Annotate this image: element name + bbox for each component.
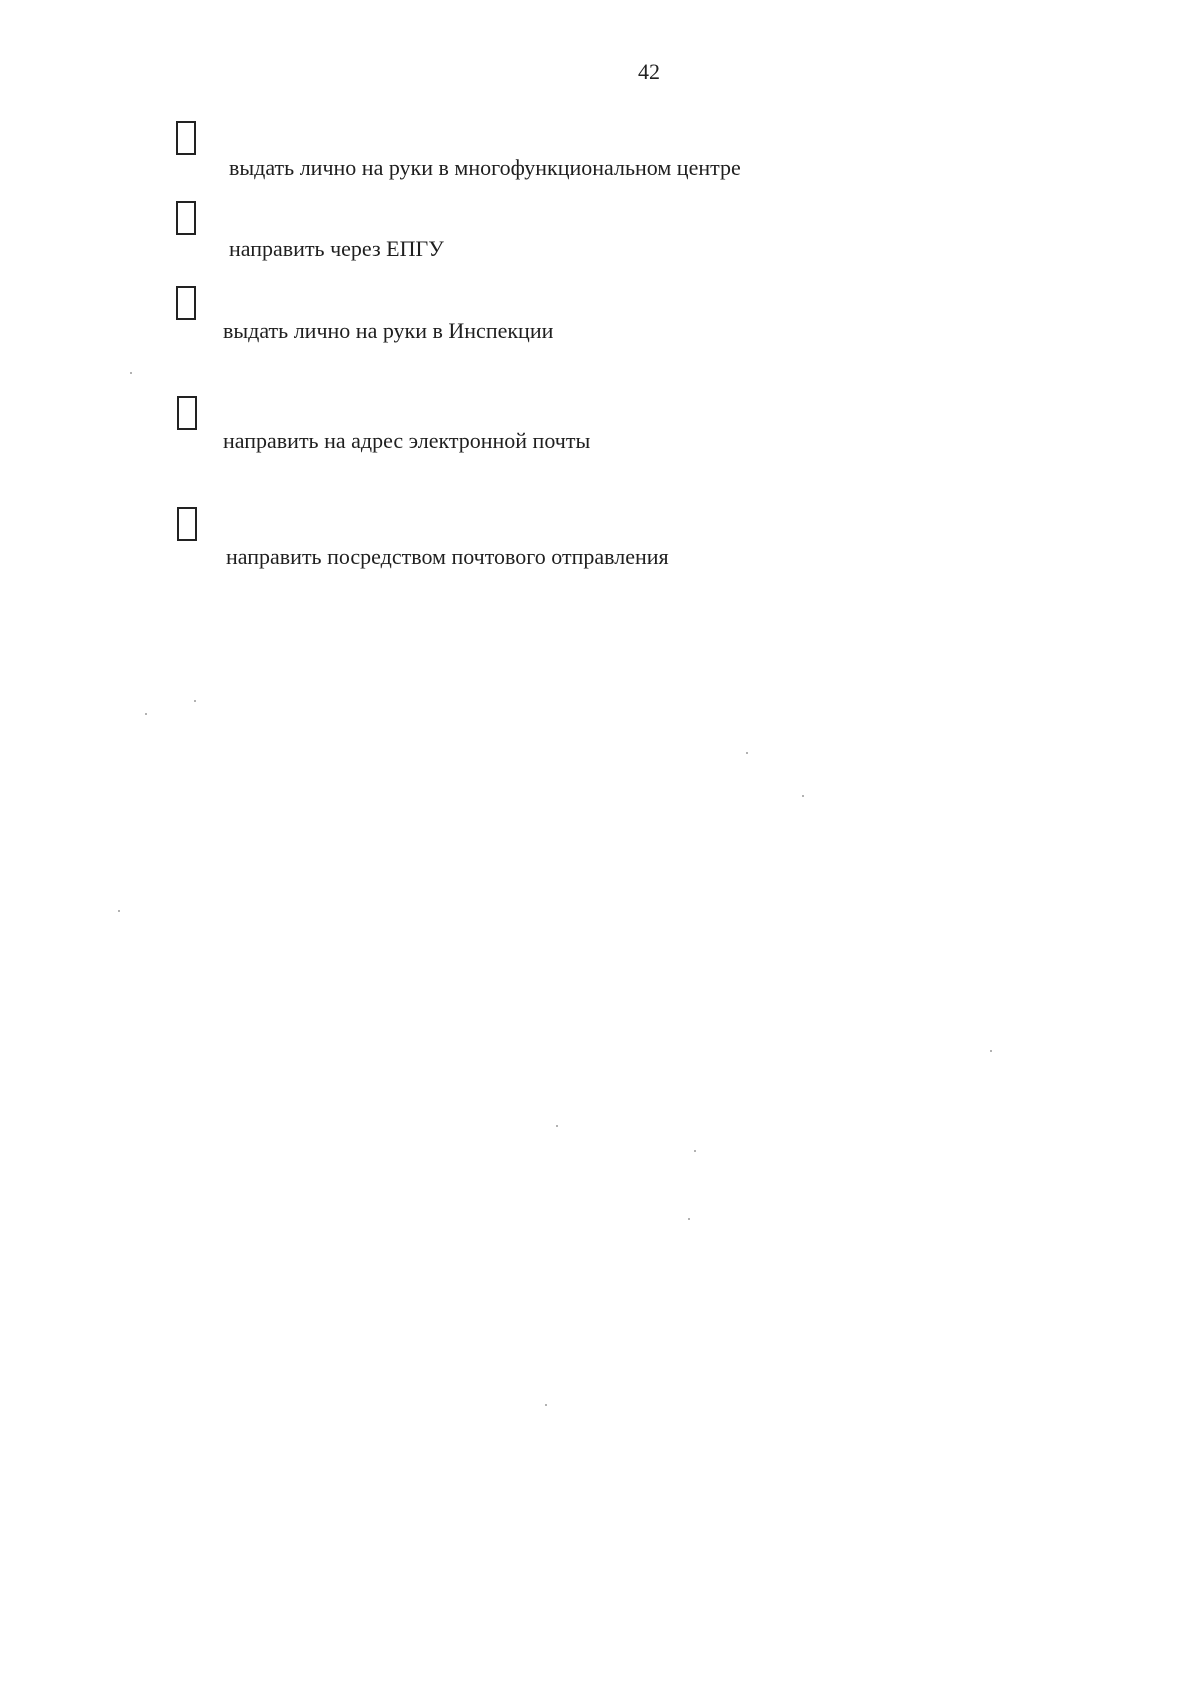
scan-speck bbox=[545, 1404, 547, 1406]
page-number: 42 bbox=[638, 59, 660, 84]
option-label-inspection: выдать лично на руки в Инспекции bbox=[223, 318, 554, 343]
checkbox-mfc[interactable] bbox=[176, 121, 196, 155]
scan-speck bbox=[746, 752, 748, 754]
delivery-option-email bbox=[0, 390, 1200, 453]
delivery-option-mfc bbox=[0, 118, 1200, 178]
scan-speck bbox=[194, 700, 196, 702]
delivery-option-epgu bbox=[0, 198, 1200, 261]
option-label-epgu: направить через ЕПГУ bbox=[229, 236, 444, 261]
checkbox-post[interactable] bbox=[177, 507, 197, 541]
scan-speck bbox=[694, 1150, 696, 1152]
scan-speck bbox=[802, 795, 804, 797]
scan-speck bbox=[118, 910, 120, 912]
scan-speck bbox=[990, 1050, 992, 1052]
scan-speck bbox=[688, 1218, 690, 1220]
scan-speck bbox=[130, 372, 132, 374]
checkbox-email[interactable] bbox=[177, 396, 197, 430]
checkbox-inspection[interactable] bbox=[176, 286, 196, 320]
scan-speck bbox=[556, 1125, 558, 1127]
option-label-post: направить посредством почтового отправления bbox=[226, 544, 669, 569]
scan-speck bbox=[145, 713, 147, 715]
delivery-option-post bbox=[0, 503, 1200, 569]
option-label-mfc: выдать лично на руки в многофункциональном центре bbox=[229, 155, 741, 180]
delivery-option-inspection bbox=[0, 280, 1200, 343]
option-label-email: направить на адрес электронной почты bbox=[223, 428, 591, 453]
checkbox-epgu[interactable] bbox=[176, 201, 196, 235]
